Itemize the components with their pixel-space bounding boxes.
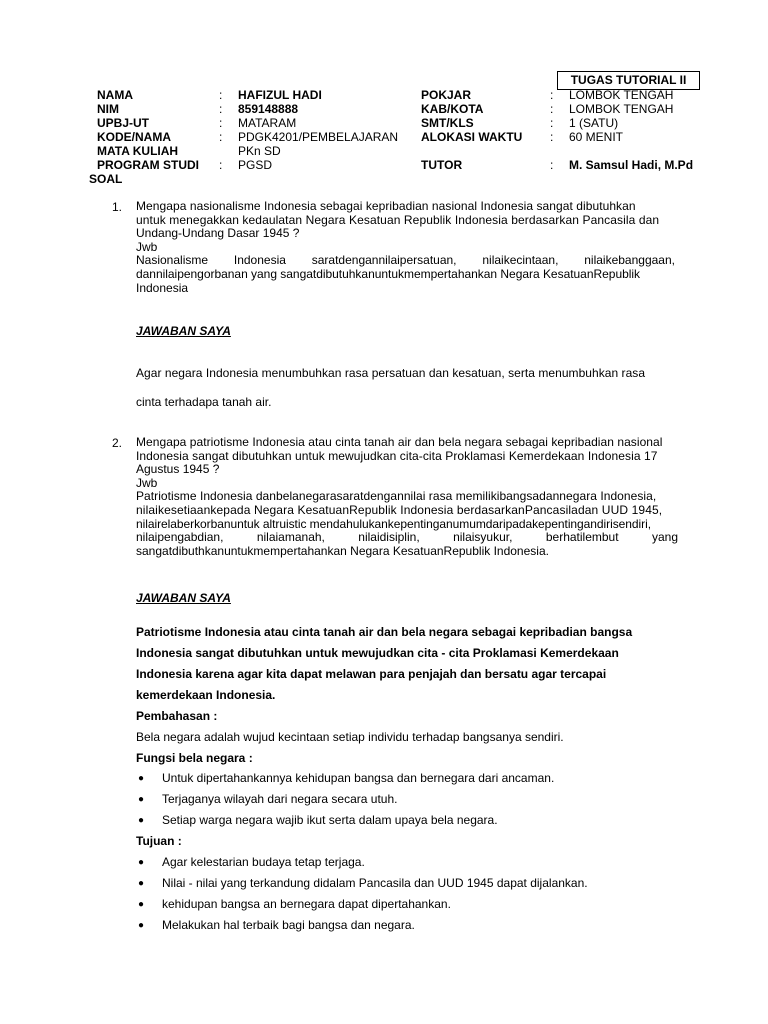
tujuan-item: Melakukan hal terbaik bagi bangsa dan negara. [162,918,415,932]
answer-line: nilairelaberkorbanuntuk altruistic mendahulukankepentinganumumdaripadakepentingandirisendiri, [136,516,652,531]
question-1 [136,200,678,295]
colon: : [550,102,554,116]
colon: : [219,158,223,172]
question-line: Indonesia sangat dibutuhkan untuk mewujudkan cita-cita Proklamasi Kemerdekaan Indonesia 17 [136,448,658,463]
fungsi-label: Fungsi bela negara : [136,751,253,765]
colon: : [550,158,554,172]
question-line: Mengapa patriotisme Indonesia atau cinta tanah air dan bela negara sebagai kepribadian nasional [136,435,663,449]
label-mata-kuliah: MATA KULIAH [97,144,179,158]
question-line: untuk menegakkan kedaulatan Negara Kesatuan Republik Indonesia berdasarkan Pancasila dan [136,212,660,227]
bullet-icon: ● [138,815,145,826]
bullet-icon: ● [138,878,145,889]
fungsi-item: Untuk dipertahankannya kehidupan bangsa dan bernegara dari ancaman. [162,771,555,785]
question-line: Mengapa nasionalisme Indonesia sebagai kepribadian nasional Indonesia sangat dibutuhkan [136,199,636,213]
bullet-icon: ● [138,857,145,868]
word: yang [651,530,678,545]
my-answer-line: Indonesia karena agar kita dapat melawan para penjajah dan bersatu agar tercapai [136,667,607,681]
answer-line: Patriotisme Indonesia danbelanegarasaratdengannilai rasa memilikibangsadannegara Indonesia, [136,489,657,504]
label-smt-kls: SMT/KLS [421,116,474,130]
jawaban-saya-heading: JAWABAN SAYA [136,591,231,605]
label-upbj: UPBJ-UT [97,116,150,130]
jwb-label: Jwb [136,239,158,254]
my-answer-line: cinta terhadapa tanah air. [136,395,272,409]
my-answer-line: Patriotisme Indonesia atau cinta tanah air dan bela negara sebagai kepribadian bangsa [136,625,633,639]
my-answer-line: Agar negara Indonesia menumbuhkan rasa persatuan dan kesatuan, serta menumbuhkan rasa [136,366,646,380]
bullet-icon: ● [138,899,145,910]
tujuan-label: Tujuan : [136,834,182,848]
jawaban-saya-heading: JAWABAN SAYA [136,324,231,338]
word: nilaipengabdian, [136,530,224,545]
jwb-label: Jwb [136,475,158,490]
label-kode-nama: KODE/NAMA [97,130,171,144]
question-2 [136,436,678,558]
word: nilaidisiplin, [358,530,420,545]
my-answer-line: kemerdekaan Indonesia. [136,688,276,702]
colon: : [219,116,223,130]
colon: : [550,116,554,130]
question-line: Undang-Undang Dasar 1945 ? [136,226,300,241]
my-answer-line: Indonesia sangat dibutuhkan untuk mewujudkan cita - cita Proklamasi Kemerdekaan [136,646,619,660]
colon: : [219,130,223,144]
label-alokasi-waktu: ALOKASI WAKTU [421,130,523,144]
my-answer-1 [136,359,645,417]
value-alokasi-waktu: 60 MENIT [569,130,624,144]
value-pokjar: LOMBOK TENGAH [569,88,674,102]
answer-line: dannilaipengorbanan yang sangatdibutuhkanuntukmempertahankan Negara KesatuanRepublik [136,266,641,281]
value-mata-kuliah: PKn SD [238,144,281,158]
value-tutor: M. Samsul Hadi, M.Pd [569,158,694,172]
colon: : [219,88,223,102]
word: nilaiamanah, [256,530,325,545]
label-nama: NAMA [97,88,133,102]
colon: : [550,88,554,102]
value-nim: 859148888 [238,102,299,116]
label-pokjar: POKJAR [421,88,472,102]
fungsi-item: Terjaganya wilayah dari negara secara utuh. [162,792,398,806]
bullet-icon: ● [138,794,145,805]
value-kab-kota: LOMBOK TENGAH [569,102,674,116]
question-number: 1. [112,200,123,214]
question-line: Agustus 1945 ? [136,462,220,477]
word: berhatilembut [545,530,619,545]
value-program-studi: PGSD [238,158,273,172]
assignment-title-box: TUGAS TUTORIAL II [557,71,700,90]
colon: : [219,102,223,116]
answer-line: nilaikesetiaankepada Negara KesatuanRepublik Indonesia berdasarkanPancasiladan UUD 1945, [136,502,663,517]
word: nilaisyukur, [453,530,513,545]
colon: : [550,130,554,144]
value-smt-kls: 1 (SATU) [569,116,619,130]
my-answer-2 [136,622,632,706]
tujuan-item: Nilai - nilai yang terkandung didalam Pancasila dan UUD 1945 dapat dijalankan. [162,876,588,890]
bullet-icon: ● [138,920,145,931]
pembahasan-label: Pembahasan : [136,709,218,723]
fungsi-item: Setiap warga negara wajib ikut serta dalam upaya bela negara. [162,813,498,827]
value-nama: HAFIZUL HADI [238,88,322,102]
value-kode-nama: PDGK4201/PEMBELAJARAN [238,130,399,144]
answer-line: Indonesia [136,280,189,295]
value-upbj: MATARAM [238,116,297,130]
label-tutor: TUTOR [421,158,463,172]
label-kab-kota: KAB/KOTA [421,102,484,116]
soal-label: SOAL [89,172,123,186]
question-number: 2. [112,436,123,450]
tujuan-item: Agar kelestarian budaya tetap terjaga. [162,855,365,869]
tujuan-item: kehidupan bangsa an bernegara dapat dipertahankan. [162,897,451,911]
answer-line: Nasionalisme Indonesia saratdengannilaipersatuan, nilaikecintaan, nilaikebanggaan, [136,253,675,268]
answer-line-justified [136,531,678,545]
label-nim: NIM [97,102,119,116]
answer-line: sangatdibuthkanuntukmempertahankan Negara KesatuanRepublik Indonesia. [136,543,549,558]
label-program-studi: PROGRAM STUDI [97,158,199,172]
pembahasan-text: Bela negara adalah wujud kecintaan setiap individu terhadap bangsanya sendiri. [136,730,564,744]
bullet-icon: ● [138,773,145,784]
